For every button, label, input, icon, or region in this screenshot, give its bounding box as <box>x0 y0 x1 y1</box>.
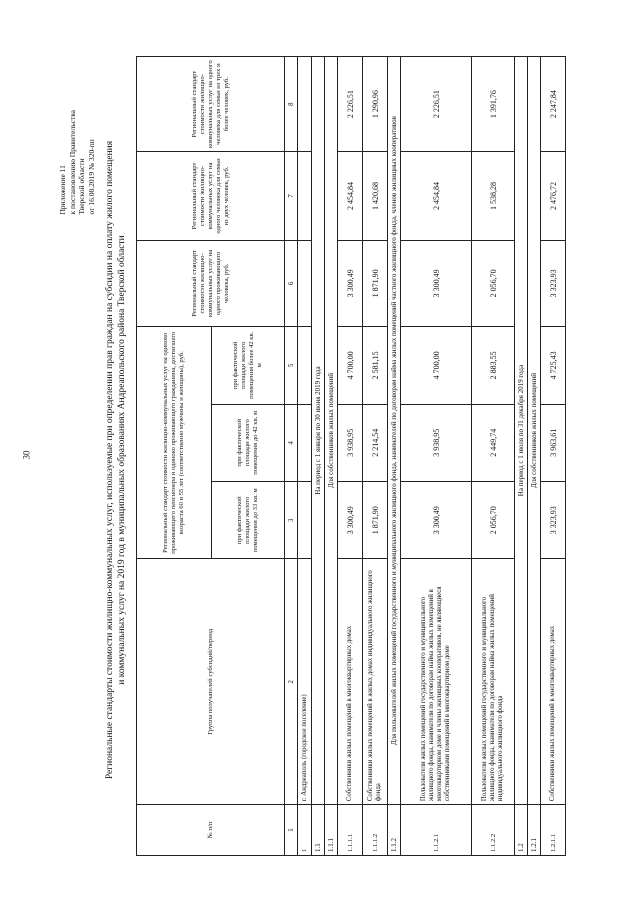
value-cell: 4 700,00 <box>401 327 472 404</box>
row-code: 1 <box>298 805 312 856</box>
rotated-sheet <box>52 40 640 880</box>
period-label: На период с 1 января по 30 июня 2019 года <box>312 57 325 805</box>
value-cell: 2 449,74 <box>472 404 515 481</box>
table-row <box>325 57 338 856</box>
value-cell: 2 226,51 <box>401 57 472 152</box>
col-index: 4 <box>285 404 298 481</box>
value-cell: 2 883,55 <box>472 327 515 404</box>
col-index: 3 <box>285 482 298 559</box>
row-code: 1.1.1.2 <box>363 805 388 856</box>
header-sub-33: при фактической площади жилого помещения до 33 кв. м <box>212 482 285 559</box>
value-cell: 3 938,95 <box>338 404 363 481</box>
value-cell: 2 247,84 <box>541 57 566 152</box>
value-cell: 2 454,84 <box>401 152 472 241</box>
row-label: г. Андреаполь (городское поселение) <box>298 559 312 805</box>
value-cell: 3 323,93 <box>541 482 566 559</box>
empty-cell <box>298 57 312 152</box>
value-cell: 3 300,49 <box>401 240 472 326</box>
title-line-1: Региональные стандарты стоимости жилищно-коммунальных услуг, используемые при определении прав граждан на субсидии на оплату жилого помещения <box>105 140 115 780</box>
value-cell: 4 725,43 <box>541 327 566 404</box>
header-sub-over-42: при фактической площади жилого помещения более 42 кв. м <box>212 327 285 404</box>
value-cell: 2 454,84 <box>338 152 363 241</box>
row-code: 1.1.1.1 <box>338 805 363 856</box>
appendix-block <box>58 110 96 214</box>
value-cell: 3 323,93 <box>541 240 566 326</box>
value-cell: 1 538,28 <box>472 152 515 241</box>
value-cell: 3 300,49 <box>338 482 363 559</box>
header-one-person: Региональный стандарт стоимости жилищно-коммунальных услуг на одного проживающего человека, руб. <box>137 240 285 326</box>
row-code: 1.1 <box>312 805 325 856</box>
column-index-row <box>285 57 298 856</box>
subgroup-label: Для собственников жилых помещений <box>528 57 541 805</box>
value-cell: 2 476,72 <box>541 152 566 241</box>
title-line-2: и коммунальных услуг на 2019 год в муниципальных образованиях Андреапольского района Тверской области <box>117 235 127 685</box>
value-cell: 1 871,90 <box>363 240 388 326</box>
value-cell: 3 938,95 <box>401 404 472 481</box>
value-cell: 3 300,49 <box>401 482 472 559</box>
row-label: Собственники жилых помещений в жилых домах индивидуального жилищного фонда <box>363 559 388 805</box>
row-code: 1.1.2.2 <box>472 805 515 856</box>
table-row <box>388 57 401 856</box>
empty-cell <box>298 404 312 481</box>
table-row <box>515 57 528 856</box>
row-code: 1.1.2 <box>388 805 401 856</box>
row-label: Пользователи жилых помещений государственного и муниципального жилищного фонда, наниматели по договорам найма жилых помещений индивидуального жилищного фонда <box>472 559 515 805</box>
table-row <box>338 57 363 856</box>
col-index: 8 <box>285 57 298 152</box>
header-three-persons: Региональный стандарт стоимости жилищно-коммунальных услуг на одного человека для семьи из трех и более человек, руб. <box>137 57 285 152</box>
header-no: № п/п <box>137 805 285 856</box>
subgroup-label: Для пользователей жилых помещений государственного и муниципального жилищного фонда, нанимателей по договорам найма жилых помещений частного жилищного фонда, членов жилищных кооперативов <box>388 57 401 805</box>
row-code: 1.2.1.1 <box>541 805 566 856</box>
header-group: Группа получателей субсидий/период <box>137 559 285 805</box>
row-label: Пользователи жилых помещений государственного и муниципального жилищного фонда, наниматели по договорам найма жилых помещений в многоквартирном доме и члены жилищных кооперативов, не являющиеся собственниками помещений в многоквартирном доме <box>401 559 472 805</box>
header-two-persons: Региональный стандарт стоимости жилищно-коммунальных услуг на одного человека для семьи из двух человек, руб. <box>137 152 285 241</box>
empty-cell <box>298 240 312 326</box>
table-row <box>312 57 325 856</box>
appendix-line: Приложение 11 <box>58 165 67 215</box>
value-cell: 2 214,54 <box>363 404 388 481</box>
empty-cell <box>298 327 312 404</box>
table-row <box>401 57 472 856</box>
col-index: 5 <box>285 327 298 404</box>
table-row <box>528 57 541 856</box>
col-index: 6 <box>285 240 298 326</box>
value-cell: 2 056,70 <box>472 482 515 559</box>
header-sub-42: при фактической площади жилого помещения до 42 кв. м <box>212 404 285 481</box>
empty-cell <box>298 482 312 559</box>
value-cell: 2 581,15 <box>363 327 388 404</box>
standards-table <box>136 56 566 856</box>
value-cell: 3 300,49 <box>338 240 363 326</box>
table-row <box>541 57 566 856</box>
subgroup-label: Для собственников жилых помещений <box>325 57 338 805</box>
row-code: 1.1.1 <box>325 805 338 856</box>
value-cell: 1 420,68 <box>363 152 388 241</box>
col-index: 1 <box>285 805 298 856</box>
value-cell: 1 290,96 <box>363 57 388 152</box>
col-index: 7 <box>285 152 298 241</box>
row-code: 1.2.1 <box>528 805 541 856</box>
row-code: 1.1.2.1 <box>401 805 472 856</box>
period-label: На период с 1 июля по 31 декабря 2019 года <box>515 57 528 805</box>
row-label: Собственники жилых помещений в многоквартирных домах <box>338 559 363 805</box>
value-cell: 2 226,51 <box>338 57 363 152</box>
value-cell: 1 871,90 <box>363 482 388 559</box>
document-title <box>104 40 128 880</box>
row-code: 1.2 <box>515 805 528 856</box>
table-row <box>298 57 312 856</box>
row-label: Собственники жилых помещений в многоквартирных домах <box>541 559 566 805</box>
appendix-line: к постановлению Правительства <box>67 110 77 215</box>
appendix-line: Тверской области <box>77 158 86 215</box>
header-single: Региональный стандарт стоимости жилищно-коммунальных услуг на одиноко проживающего пенсионера и одиноко проживающего гражданина, достигшего возраста 60 и 55 лет (соответственно мужчины и женщины), руб. <box>137 327 212 559</box>
value-cell: 2 056,70 <box>472 240 515 326</box>
value-cell: 4 700,00 <box>338 327 363 404</box>
value-cell: 1 391,76 <box>472 57 515 152</box>
table-row <box>363 57 388 856</box>
table-row <box>472 57 515 856</box>
appendix-line: от 16.08.2019 № 320-пп <box>86 139 96 215</box>
empty-cell <box>298 152 312 241</box>
value-cell: 3 963,61 <box>541 404 566 481</box>
page-number: 30 <box>21 450 32 460</box>
header-row <box>137 57 212 856</box>
col-index: 2 <box>285 559 298 805</box>
